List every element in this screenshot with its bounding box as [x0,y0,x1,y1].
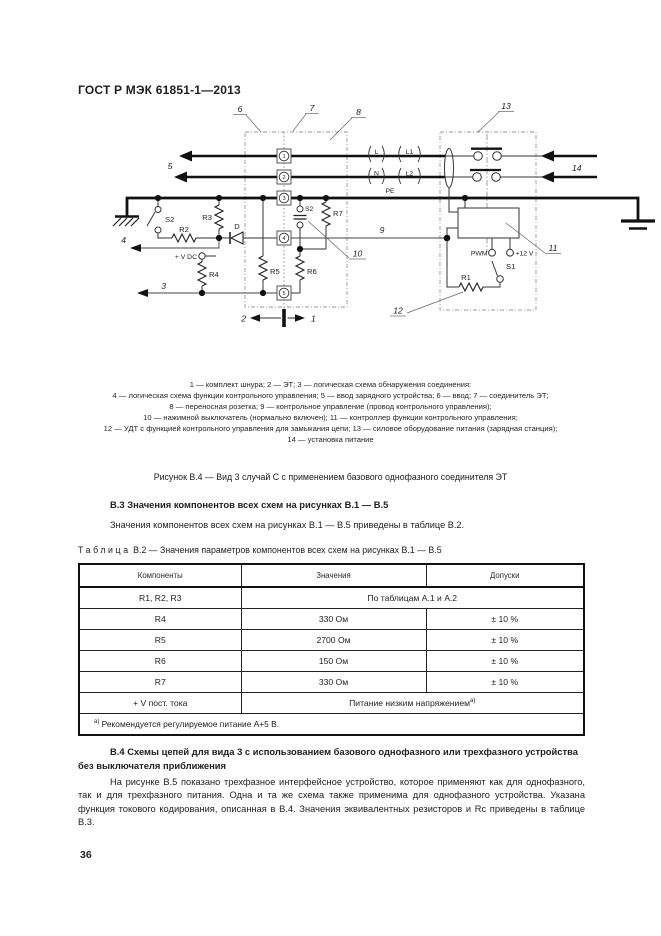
resistor-r4 [198,262,206,286]
value-cell: Питание низким напряжением$^{а)}$ [241,693,584,714]
switch-s1-terminal [497,276,504,283]
callout-2: 2 [241,313,246,324]
value-cell: 330 Ом [241,609,426,630]
arrow-left-icon [130,244,141,252]
component-cell: R5 [79,630,241,651]
s2-right-label: S2 [305,206,314,213]
table-footnote-row [79,714,584,736]
r3-label: R3 [202,213,212,222]
table-title [78,545,442,555]
callout-5: 5 [167,161,173,171]
resistor-r1 [459,283,483,291]
pe-label: PE [385,188,395,195]
arrow-left-icon [541,151,554,162]
contact-terminal [473,173,482,182]
table-b2 [78,563,585,736]
table-header-row [79,564,584,587]
callout-12: 12 [393,305,403,316]
callout-11: 11 [548,243,558,253]
switch-s2-left [147,198,174,238]
vdc-label: + V DC [174,254,197,261]
power-line-1 [179,149,597,162]
line-l-label: L [374,149,379,156]
pwm-label: PWM [470,250,488,258]
callout-6: 6 [237,104,243,114]
power-line-2 [174,170,597,183]
interface-bar [282,309,286,327]
r6-label: R6 [307,267,317,276]
figure-caption: Рисунок В.4 — Вид 3 случай С с применением базового однофазного соединителя ЭТ [153,472,508,482]
callout-10: 10 [352,248,363,259]
legend-line: 10 — нажимной выключатель (нормально включен); 11 — контроллер функции контрольного управления; [143,413,518,422]
r5-label: R5 [270,267,280,276]
pilot-controller-box [458,208,519,238]
table-row [79,630,584,651]
section-b4-paragraph: На рисунке В.5 показано трехфазное интерфейсное устройство, которое применяют как для однофазного, так и для трехфазного питания. Одна и та же схема также применима для однофазного устройства. Указана функция токового кодирования, описанная в В.4. Значения эквивалентных резисторов и Rc приведены в таблице В.3. [78,777,585,828]
page-number: 36 [80,849,92,861]
resistor-r7 [322,202,330,226]
plus12v-label: +12 V [515,250,534,258]
component-cell: R7 [79,672,241,693]
tolerance-cell: ± 10 % [426,630,584,651]
svg-text:5: 5 [282,291,286,297]
contact-terminal [492,173,501,182]
interface-direction [240,309,316,327]
callout-14: 14 [572,163,582,173]
column-header: Компоненты [79,564,241,587]
footnote-cell: $^{а)}$ Рекомендуется регулируемое питание А+5 В. [79,714,584,736]
pin-numbers [282,154,285,297]
diode-label: D [234,222,240,231]
resistor-r3 [215,205,223,229]
resistor-r2 [172,234,196,242]
conductor-labels [369,146,421,195]
svg-text:4: 4 [282,236,286,242]
s1-label: S1 [506,262,516,271]
component-cell: + V пост. тока [79,693,241,714]
line-l1-label: L1 [405,149,414,156]
plus12v-terminal [507,249,514,256]
section-b3-heading: В.3 Значения компонентов всех схем на рисунках В.1 — В.5 [110,499,389,510]
legend-line: 12 — УДТ с функцией контрольного управления для замыкания цепи; 13 — силовое оборудование питания (зарядная станция); [103,424,558,433]
arrow-right-icon [295,314,305,322]
column-header: Допуски [426,564,584,587]
section-b4-heading: В.4 Схемы цепей для вида 3 с использованием базового однофазного или трехфазного устройства без выключателя приближения [78,746,578,771]
rcd-sensor-oval [445,149,454,188]
callout-7: 7 [309,103,315,113]
diode-d [230,222,277,244]
value-cell: По таблицам А.1 и А.2 [241,587,584,609]
callout-4: 4 [121,235,126,245]
table-row [79,651,584,672]
resistor-r6 [296,256,304,280]
svg-text:1: 1 [282,154,286,160]
value-cell: 330 Ом [241,672,426,693]
earth-icon [621,221,655,229]
value-cell: 150 Ом [241,651,426,672]
contact-terminal [474,152,483,161]
table-row [79,672,584,693]
r1-label: R1 [461,273,471,282]
table-row [79,609,584,630]
arrow-left-icon [541,172,554,183]
arrow-left-icon [250,314,260,322]
table-title-rest: В.2 — Значения параметров компонентов всех схем на рисунках В.1 — В.5 [133,545,442,555]
column-header: Значения [241,564,426,587]
table-row [79,587,584,609]
table-row [79,693,584,714]
r4-label: R4 [209,270,219,279]
contact-terminal [493,152,502,161]
component-cell: R4 [79,609,241,630]
component-cell: R1, R2, R3 [79,587,241,609]
svg-text:3: 3 [282,196,286,202]
switch-s1-lever [492,261,498,276]
callout-9: 9 [379,225,385,235]
document-title: ГОСТ Р МЭК 61851-1—2013 [78,83,241,97]
table-title-word: Таблица [78,545,131,555]
callout-1: 1 [311,313,316,324]
value-cell: 2700 Ом [241,630,426,651]
circuit-diagram [0,100,661,335]
resistor-r5 [259,256,267,280]
ground-icon [113,217,139,227]
r7-label: R7 [333,209,343,218]
callout-13: 13 [501,101,511,111]
component-cell: R6 [79,651,241,672]
pwm-terminal [489,249,496,256]
section-b3-paragraph: Значения компонентов всех схем на рисунках В.1 — В.5 приведены в таблице В.2. [110,520,465,530]
svg-text:2: 2 [282,175,286,181]
legend-line: 14 — установка питание [287,435,374,444]
tolerance-cell: ± 10 % [426,672,584,693]
line-l2-label: L2 [405,170,414,178]
arrow-left-icon [137,289,148,297]
r2-label: R2 [179,225,189,234]
legend-line: 1 — комплект шнура; 2 — ЭТ; 3 — логическая схема обнаружения соединения: [189,380,472,389]
callout-3: 3 [161,281,166,291]
callout-8: 8 [356,107,361,117]
vdc-supply [175,253,216,261]
tolerance-cell: ± 10 % [426,609,584,630]
legend-line: 8 — переносная розетка; 9 — контрольное управление (провод контрольного управления); [169,402,492,411]
legend-line: 4 — логическая схема функции контрольного управления; 5 — ввод зарядного устройства; 6 — ввод; 7 — соединитель ЭТ; [112,391,549,400]
figure-legend [0,379,661,445]
s2-left-label: S2 [165,215,175,224]
line-n-label: N [374,170,379,178]
tolerance-cell: ± 10 % [426,651,584,672]
